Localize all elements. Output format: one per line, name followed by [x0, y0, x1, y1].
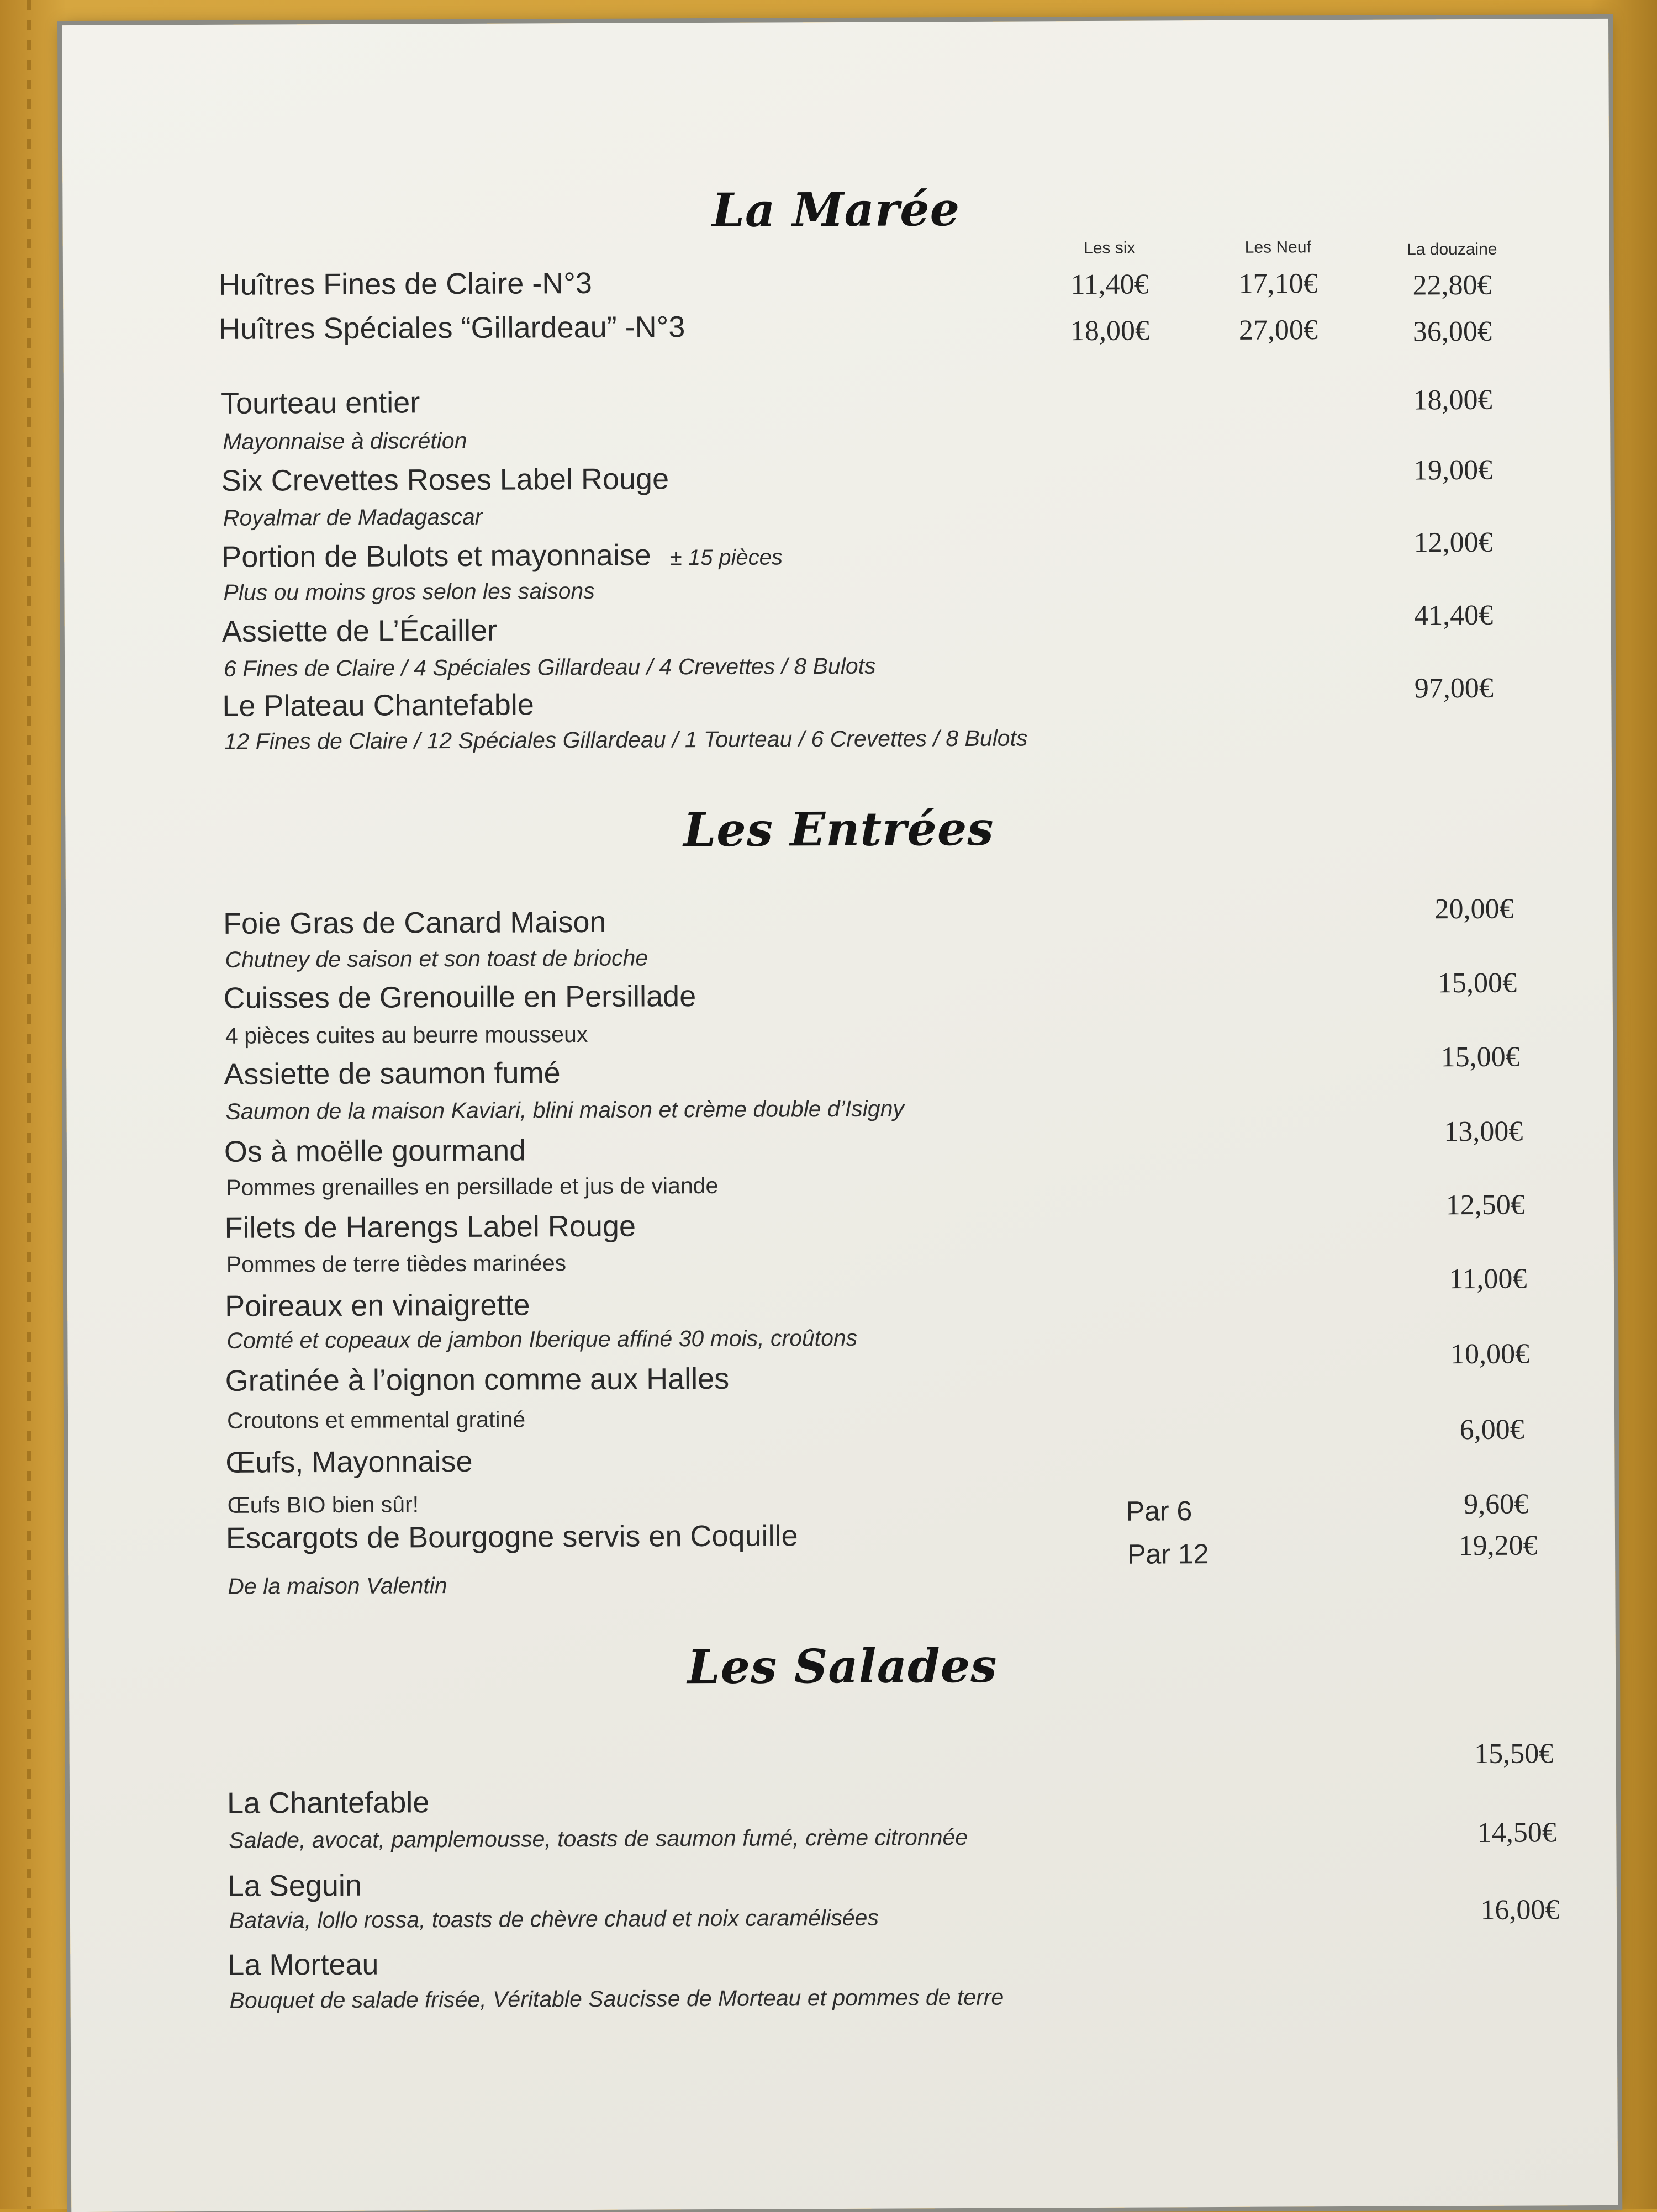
item-price: 6,00€	[1459, 1414, 1524, 1446]
portion-label-twelve: Par 12	[1127, 1538, 1209, 1570]
item-price: 15,00€	[1437, 967, 1517, 999]
item-name: Tourteau entier	[220, 386, 420, 420]
menu-page	[62, 19, 1618, 2212]
item-description: 4 pièces cuites au beurre mousseux	[225, 1021, 588, 1049]
column-header-six: Les six	[1084, 239, 1136, 258]
item-description: Croutons et emmental gratiné	[226, 1406, 526, 1433]
item-name: Os à moëlle gourmand	[224, 1134, 526, 1168]
item-description: Œufs BIO bien sûr!	[227, 1491, 419, 1518]
item-name: Poireaux en vinaigrette	[225, 1288, 530, 1323]
item-description: Chutney de saison et son toast de brioche	[225, 945, 648, 972]
item-description: 12 Fines de Claire / 12 Spéciales Gillardeau / 1 Tourteau / 6 Crevettes / 8 Bulots	[224, 725, 1028, 754]
item-name: Huîtres Spéciales “Gillardeau” -N°3	[219, 310, 685, 346]
item-name: Huîtres Fines de Claire -N°3	[218, 266, 593, 301]
price-douzaine: 36,00€	[1412, 315, 1492, 348]
section-title-entrees: Les Entrées	[683, 801, 994, 858]
item-description: Comté et copeaux de jambon Iberique affiné 30 mois, croûtons	[226, 1325, 858, 1353]
item-price: 97,00€	[1414, 672, 1494, 705]
item-price: 41,40€	[1414, 599, 1494, 632]
item-name: La Seguin	[227, 1869, 362, 1903]
item-name	[221, 537, 783, 574]
item-description: Saumon de la maison Kaviari, blini maison et crème double d’Isigny	[225, 1096, 905, 1124]
item-price: 14,50€	[1477, 1817, 1556, 1849]
item-name: Six Crevettes Roses Label Rouge	[221, 462, 669, 498]
item-price: 20,00€	[1434, 893, 1514, 925]
item-description: Mayonnaise à discrétion	[223, 427, 467, 454]
item-price: 18,00€	[1413, 384, 1492, 416]
item-description: Plus ou moins gros selon les saisons	[223, 578, 595, 605]
section-title-maree: La Marée	[711, 182, 961, 237]
item-quantity-note: ± 15 pièces	[669, 545, 783, 570]
item-price: 16,00€	[1480, 1894, 1560, 1926]
item-name: Filets de Harengs Label Rouge	[224, 1209, 636, 1245]
price-neuf: 17,10€	[1238, 268, 1318, 300]
item-description: Pommes de terre tièdes marinées	[226, 1250, 567, 1277]
item-name: La Morteau	[228, 1948, 379, 1982]
item-price: 15,50€	[1474, 1738, 1554, 1770]
price-six: 11,40€	[1070, 268, 1149, 301]
portion-label-six: Par 6	[1126, 1495, 1192, 1527]
item-description: 6 Fines de Claire / 4 Spéciales Gillardeau / 4 Crevettes / 8 Bulots	[223, 653, 876, 681]
item-price: 19,00€	[1413, 454, 1493, 486]
item-price: 10,00€	[1450, 1338, 1530, 1370]
item-price: 12,00€	[1413, 526, 1493, 559]
item-description: Royalmar de Madagascar	[223, 504, 483, 531]
item-name: Foie Gras de Canard Maison	[223, 905, 606, 940]
item-description: De la maison Valentin	[228, 1573, 447, 1599]
price-par-six: 9,60€	[1464, 1488, 1529, 1521]
item-description: Salade, avocat, pamplemousse, toasts de saumon fumé, crème citronnée	[229, 1824, 968, 1853]
price-six: 18,00€	[1070, 315, 1150, 347]
item-description: Batavia, lollo rossa, toasts de chèvre chaud et noix caramélisées	[229, 1904, 879, 1933]
item-price: 11,00€	[1449, 1263, 1527, 1295]
item-name: Cuisses de Grenouille en Persillade	[223, 980, 696, 1015]
column-header-neuf: Les Neuf	[1244, 238, 1311, 257]
item-description: Bouquet de salade frisée, Véritable Saucisse de Morteau et pommes de terre	[229, 1984, 1004, 2013]
item-price: 12,50€	[1445, 1189, 1525, 1221]
item-price: 15,00€	[1440, 1041, 1520, 1073]
item-name-text: Portion de Bulots et mayonnaise	[221, 538, 651, 574]
price-douzaine: 22,80€	[1412, 269, 1492, 301]
price-neuf: 27,00€	[1238, 314, 1318, 346]
item-name: La Chantefable	[226, 1786, 430, 1820]
item-description: Pommes grenailles en persillade et jus de viande	[226, 1172, 719, 1200]
cover-stitching	[27, 0, 31, 2209]
item-name: Escargots de Bourgogne servis en Coquille	[225, 1519, 798, 1555]
item-name: Assiette de saumon fumé	[224, 1056, 561, 1091]
item-name: Œufs, Mayonnaise	[225, 1444, 473, 1479]
item-price: 13,00€	[1444, 1115, 1523, 1148]
column-header-douzaine: La douzaine	[1406, 240, 1497, 259]
item-name: Assiette de L’Écailler	[221, 613, 498, 648]
item-name: Gratinée à l’oignon comme aux Halles	[225, 1362, 730, 1398]
item-name: Le Plateau Chantefable	[222, 688, 534, 723]
section-title-salades: Les Salades	[687, 1638, 998, 1695]
price-par-twelve: 19,20€	[1458, 1530, 1538, 1562]
